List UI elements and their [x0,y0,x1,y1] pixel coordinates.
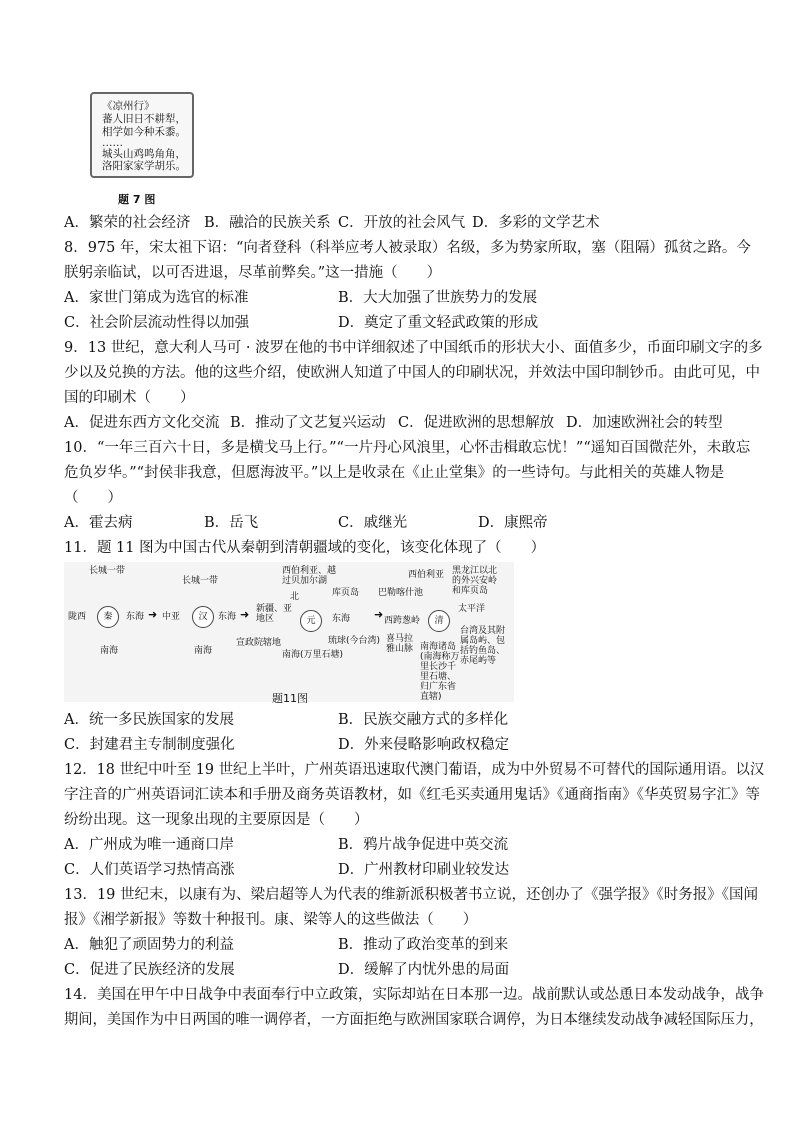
qing-northeast: 黑龙江以北的外兴安岭和库页岛 [452,566,498,596]
q12-stem: 字注音的广州英语词汇读本和手册及商务英语教材，如《红毛买卖通用鬼话》《通商指南》《华英贸易字汇》等 [64,787,760,803]
yuan-south: 南海(万里石塘) [282,650,344,660]
q8-stem: 8．975 年，宋太祖下诏：“向者登科（科举应考人被录取）名级，多为势家所取，塞（阻隔）孤贫之路。今 [64,240,751,256]
yuan-southwest: 宣政院辖地 [236,638,282,648]
q9-stem: 国的印刷术（ ） [64,390,195,406]
qing-east: 太平洋 [458,604,486,614]
poem-line: …… [102,137,123,149]
q7-option-b: B．融洽的民族关系 [204,215,331,231]
q10-option-d: D．康熙帝 [478,515,548,531]
q11-option-d: D．外来侵略影响政权稳定 [338,737,510,753]
figure-7-label: 题 7 图 [118,193,156,206]
poem-scroll-figure [90,92,194,178]
arrow-icon: ➜ [240,608,250,621]
han-south: 南海 [194,646,213,656]
q7-option-a: A．繁荣的社会经济 [64,215,191,231]
q7-option-d: D．多彩的文学艺术 [472,215,600,231]
q10-stem: 10．“一年三百六十日，多是横戈马上行。”“一片丹心风浪里，心怀击楫敢忘忧！”“遥知百国微茫外，未敢忘 [64,440,751,456]
q13-stem: 报》《湘学新报》等数十种报刊。康、梁等人的这些做法（ ） [64,912,478,928]
q12-option-a: A．广州成为唯一通商口岸 [64,837,234,853]
q12-option-d: D．广州教材印刷业较发达 [338,862,510,878]
q8-option-c: C．社会阶层流动性得以加强 [64,315,250,331]
q9-stem: 少以及兑换的方法。他的这些介绍，使欧洲人知道了中国人的印刷状况，并效法中国印制钞币。由此可见，中 [64,365,760,381]
poem-line: 相学如今种禾黍。 [102,126,186,138]
q8-option-a: A．家世门第成为选官的标准 [64,290,249,306]
qing-southeast: 台湾及其附属岛屿、包括钓鱼岛、赤尾屿等 [460,626,506,666]
q13-option-b: B．推动了政治变革的到来 [338,937,509,953]
qing-north: 西伯利亚 [408,570,445,580]
han-node: 汉 [192,606,214,628]
q13-option-a: A．触犯了顽固势力的利益 [64,937,234,953]
figure-11-label: 题11图 [272,692,308,705]
q9-stem: 9．13 世纪，意大利人马可 · 波罗在他的书中详细叙述了中国纸币的形状大小、面值多少，币面印刷文字的多 [64,340,763,356]
poem-line: 蕃人旧日不耕犁， [102,113,186,125]
yuan-northeast: 库页岛 [332,588,360,598]
yuan-southeast: 琉球(今台湾) [328,636,381,646]
q10-option-b: B．岳飞 [204,515,259,531]
q8-stem: 朕躬亲临试，以可否进退，尽革前弊矣。”这一措施（ ） [64,265,442,281]
qing-west2: 西跨葱岭 [384,616,421,626]
qin-east: 东海 [126,612,145,622]
q7-option-c: C．开放的社会风气 [338,215,466,231]
arrow-icon: ➜ [374,608,384,621]
q11-option-b: B．民族交融方式的多样化 [338,712,509,728]
qing-west: 巴勒喀什池 [378,588,424,598]
territory-map-figure [64,562,514,702]
q13-stem: 13．19 世纪末，以康有为、梁启超等人为代表的维新派积极著书立说，还创办了《强学报》《时务报》《国闻 [64,887,759,903]
q12-option-c: C．人们英语学习热情高涨 [64,862,235,878]
poem-line: 洛阳家家学胡乐。 [102,160,186,172]
han-east: 东海 [218,612,237,622]
q13-option-c: C．促进了民族经济的发展 [64,962,235,978]
q10-option-c: C．戚继光 [338,515,408,531]
arrow-icon: ➜ [148,608,158,621]
yuan-west: 新疆、亚地区 [256,604,293,624]
qing-southwest: 喜马拉雅山脉 [386,634,414,654]
q11-option-a: A．统一多民族国家的发展 [64,712,234,728]
han-west: 中亚 [162,612,181,622]
yuan-east: 东海 [332,614,351,624]
qin-west: 陇西 [68,612,87,622]
qing-south: 南海诸岛(南海称万里长沙千里石塘、归广东省直辖) [420,642,460,702]
q14-stem: 期间，美国作为中日两国的唯一调停者，一方面拒绝与欧洲国家联合调停，为日本继续发动战争减轻国际压力， [64,1012,764,1028]
q12-option-b: B．鸦片战争促进中英交流 [338,837,509,853]
q10-stem: （ ） [64,490,122,506]
yuan-node: 元 [300,610,322,632]
q13-option-d: D．缓解了内忧外患的局面 [338,962,510,978]
poem-line: 城头山鸡鸣角角， [102,148,186,160]
qing-node: 清 [428,610,450,632]
qin-node: 秦 [97,606,119,628]
q11-option-c: C．封建君主专制制度强化 [64,737,235,753]
q9-option-b: B．推动了文艺复兴运动 [230,415,386,431]
q10-stem: 危负岁华。”“封侯非我意，但愿海波平。”以上是收录在《止止堂集》的一些诗句。与此相关的英雄人物是 [64,465,725,481]
q10-option-a: A．霍去病 [64,515,133,531]
q9-option-c: C．促进欧洲的思想解放 [398,415,555,431]
yuan-north-label: 北 [290,592,300,602]
q12-stem: 纷纷出现。这一现象出现的主要原因是（ ） [64,812,369,828]
q9-option-d: D．加速欧洲社会的转型 [566,415,723,431]
q8-option-d: D．奠定了重文轻武政策的形成 [338,315,539,331]
q9-option-a: A．促进东西方文化交流 [64,415,220,431]
q12-stem: 12．18 世纪中叶至 19 世纪上半叶，广州英语迅速取代澳门葡语，成为中外贸易不可替代的国际通用语。以汉 [64,762,765,778]
yuan-north: 西伯利亚、越过贝加尔湖 [282,566,337,586]
poem-title: 《凉州行》 [102,100,155,112]
q11-stem: 11．题 11 图为中国古代从秦朝到清朝疆域的变化，该变化体现了（ ） [64,540,546,556]
han-north: 长城一带 [182,576,219,586]
q14-stem: 14．美国在甲午中日战争中表面奉行中立政策，实际却站在日本那一边。战前默认或怂恿日本发动战争，战争 [64,987,764,1003]
q8-option-b: B．大大加强了世族势力的发展 [338,290,538,306]
qin-north: 长城一带 [89,566,126,576]
qin-south: 南海 [100,646,119,656]
